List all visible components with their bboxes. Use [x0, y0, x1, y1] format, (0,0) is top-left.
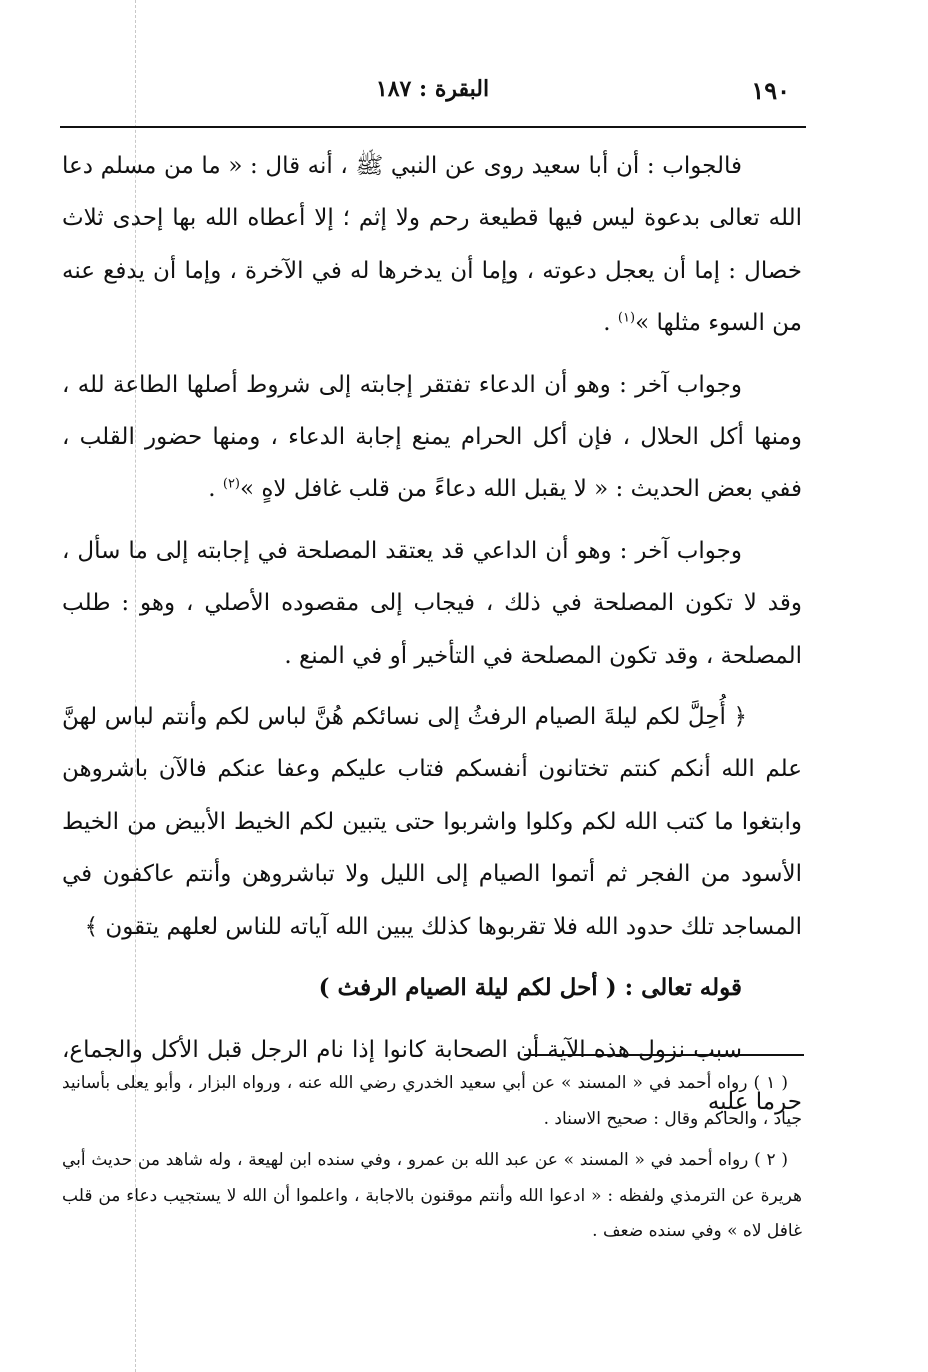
footnote-1: ( ١ ) رواه أحمد في « المسند » عن أبي سعيد الخدري رضي الله عنه ، ورواه البزار ، وأبو يعلى بأسانيد جياد ، والحاكم وقال : صحيح الاسناد . [62, 1073, 802, 1129]
paragraph-end: . [208, 476, 223, 503]
paragraph-text: وجواب آخر : وهو أن الدعاء تفتقر إجابته إلى شروط أصلها الطاعة لله ، ومنها أكل الحلال ، فإن أكل الحرام يمنع إجابة الدعاء ، ومنها حضور القلب ، ففي بعض الحديث : « لا يقبل الله دعاءً من قلب غافل لاهٍ » [62, 371, 802, 503]
paragraph-text: فالجواب : أن أبا سعيد روى عن النبي ﷺ ، أنه قال : « ما من مسلم دعا الله تعالى بدعوة ليس فيها قطيعة رحم ولا إثم ؛ إلا أعطاه الله بها إحدى ثلاث خصال : إما أن يعجل دعوته ، وإما أن يدخرها له في الآخرة ، وإما أن يدفع عنه من السوء مثلها » [62, 153, 802, 337]
paragraph-revelation-cause: سبب نزول هذه الآية أن الصحابة كانوا إذا نام الرجل قبل الأكل والجماع، حرما عليه [62, 1036, 802, 1115]
paragraph-second-answer [62, 359, 802, 516]
header-rule [60, 126, 806, 128]
paragraph-first-answer [62, 140, 802, 350]
paragraph-end: . [603, 310, 618, 337]
footnote-ref-1: (١) [617, 310, 636, 326]
main-text [62, 140, 802, 1128]
footnote-ref-2: (٢) [222, 476, 240, 492]
footnote-2: ( ٢ ) رواه أحمد في « المسند » عن عبد الله بن عمرو ، وفي سنده ابن لهيعة ، وله شاهد من حديث أبي هريرة عن الترمذي ولفظه : « ادعوا الله وأنتم موقنون بالاجابة ، واعلموا أن الله لا يستجيب دعاء من قلب غافل لاه » وفي سنده ضعف . [62, 1150, 802, 1242]
footnote-rule [524, 1054, 804, 1056]
page-header [60, 76, 805, 116]
quran-verse: ﴿ أُحِلَّ لكم ليلةَ الصيام الرفثُ إلى نسائكم هُنَّ لباس لكم وأنتم لباس لهنَّ علم الله أنكم كنتم تختانون أنفسكم فتاب عليكم وعفا عنكم فالآن باشروهن وابتغوا ما كتب الله لكم وكلوا واشربوا حتى يتبين لكم الخيط الأبيض من الخيط الأسود من الفجر ثم أتموا الصيام إلى الليل ولا تباشروهن وأنتم عاكفون في المساجد تلك حدود الله فلا تقربوها كذلك يبين الله آياته للناس لعلهم يتقون ﴾ [62, 704, 802, 940]
running-title: البقرة : ١٨٧ [375, 76, 490, 102]
section-heading: قوله تعالى : ( أحل لكم ليلة الصيام الرفث ) [318, 974, 742, 1002]
footnotes [62, 1066, 802, 1250]
page-number: ١٩٠ [751, 76, 790, 105]
paragraph-third-answer: وجواب آخر : وهو أن الداعي قد يعتقد المصلحة في إجابته إلى ما سأل ، وقد لا تكون المصلحة في ذلك ، فيجاب إلى مقصوده الأصلي ، وهو : طلب المصلحة ، وقد تكون المصلحة في التأخير أو في المنع . [62, 537, 802, 669]
